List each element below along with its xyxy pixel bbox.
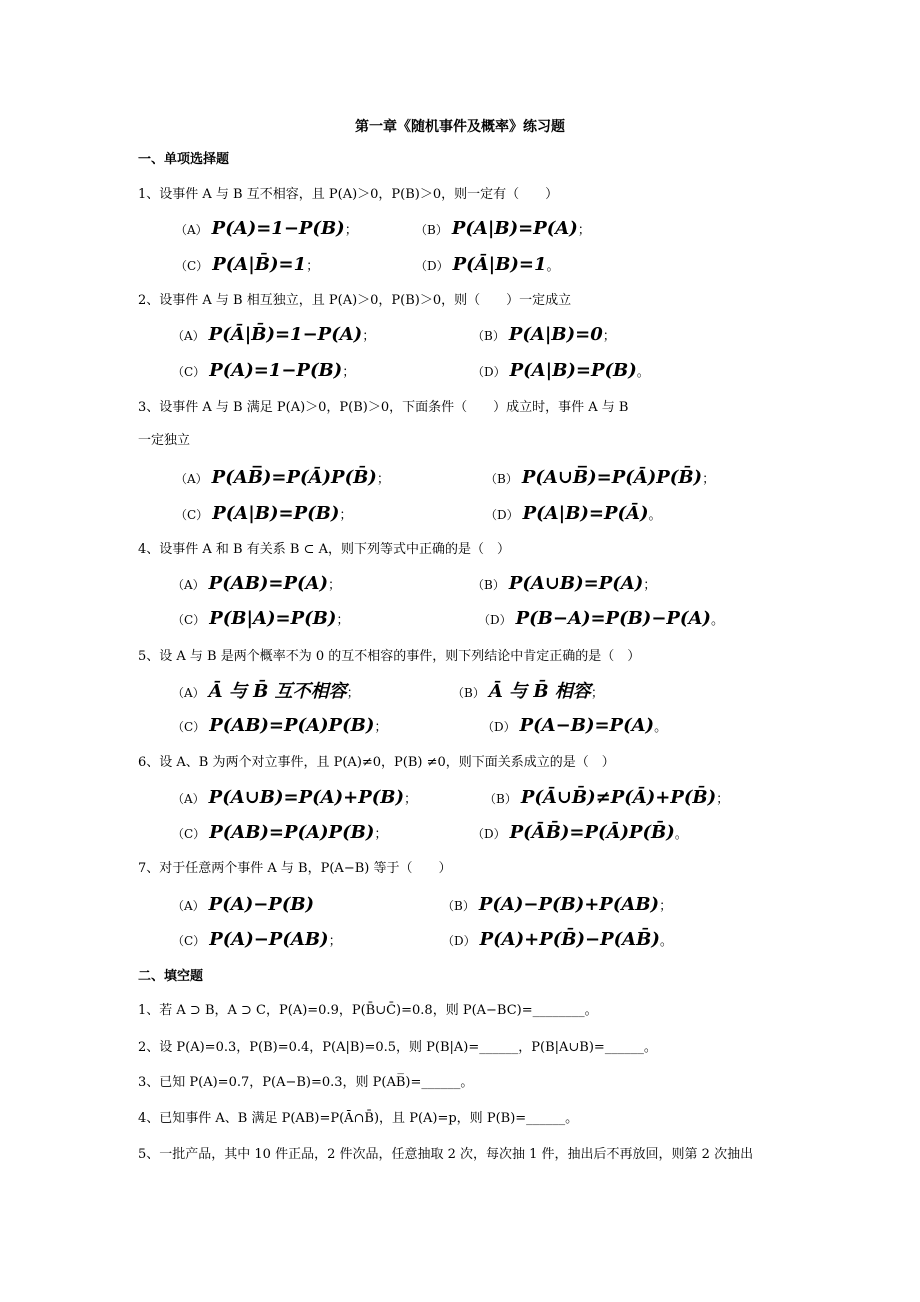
option-b: （B） P(A∪B)=P(A)； [472, 573, 657, 594]
option-d: （D） P(A|B)=P(B)。 [472, 360, 650, 381]
option-a: （A） P(A)=1−P(B)； [175, 218, 358, 239]
option-a: （A） P(AB̅)=P(Ā)P(B̄)； [175, 467, 390, 488]
question-stem: 1、设事件 A 与 B 互不相容，且 P(A)＞0，P(B)＞0，则一定有（ ） [138, 187, 559, 202]
section-heading-fill: 二、填空题 [138, 969, 204, 984]
question-stem: 7、对于任意两个事件 A 与 B，P(A−B) 等于（ ） [138, 861, 452, 876]
fill-question: 2、设 P(A)=0.3，P(B)=0.4，P(A|B)=0.5，则 P(B|A)=______，P(B|A∪B)=______。 [138, 1040, 657, 1055]
question-stem: 3、设事件 A 与 B 满足 P(A)＞0，P(B)＞0，下面条件（ ）成立时，事件 A 与 B [138, 400, 629, 415]
question-stem: 6、设 A、B 为两个对立事件，且 P(A)≠0，P(B) ≠0，则下面关系成立的是（ ） [138, 755, 615, 770]
option-d: （D） P(ĀB̄)=P(Ā)P(B̄)。 [472, 822, 688, 843]
option-a: （A） P(A)−P(B) [172, 894, 315, 915]
question-stem-continuation: 一定独立 [138, 433, 191, 448]
option-b: （B） P(A)−P(B)+P(AB)； [442, 894, 673, 915]
option-c: （C） P(AB)=P(A)P(B)； [172, 822, 388, 843]
fill-question: 4、已知事件 A、B 满足 P(AB)=P(Ā∩B̄)，且 P(A)=p，则 P(B)=______。 [138, 1111, 579, 1126]
option-a: （A） P(AB)=P(A)； [172, 573, 342, 594]
option-a: （A） P(A∪B)=P(A)+P(B)； [172, 787, 417, 808]
option-b: （B） P(A|B)=P(A)； [415, 218, 591, 239]
option-b: （B） Ā 与 B̄ 相容； [452, 681, 604, 702]
option-d: （D） P(Ā|B)=1。 [415, 254, 560, 275]
option-c: （C） P(AB)=P(A)P(B)； [172, 715, 388, 736]
option-b: （B） P(Ā∪B̄)≠P(Ā)+P(B̄)； [484, 787, 730, 808]
option-b: （B） P(A∪B̅)=P(Ā)P(B̄)； [485, 467, 716, 488]
option-d: （D） P(A|B)=P(Ā)。 [485, 503, 662, 524]
fill-question: 5、一批产品，其中 10 件正品，2 件次品，任意抽取 2 次，每次抽 1 件，抽出后不再放回，则第 2 次抽出 [138, 1147, 754, 1162]
option-d: （D） P(A)+P(B̄)−P(AB̄)。 [442, 929, 673, 950]
question-stem: 5、设 A 与 B 是两个概率不为 0 的互不相容的事件，则下列结论中肯定正确的是（ ） [138, 649, 641, 664]
option-c: （C） P(A)=1−P(B)； [172, 360, 356, 381]
option-b: （B） P(A|B)=0； [472, 324, 616, 345]
page-title: 第一章《随机事件及概率》练习题 [355, 119, 565, 135]
option-c: （C） P(B|A)=P(B)； [172, 608, 350, 629]
fill-question: 1、若 A ⊃ B，A ⊃ C，P(A)=0.9，P(B̄∪C̄)=0.8，则 P(A−BC)=________。 [138, 1003, 598, 1018]
option-a: （A） Ā 与 B̄ 互不相容； [172, 681, 360, 702]
section-heading-choice: 一、单项选择题 [138, 152, 230, 167]
option-c: （C） P(A)−P(AB)； [172, 929, 342, 950]
option-d: （D） P(B−A)=P(B)−P(A)。 [478, 608, 724, 629]
option-c: （C） P(A|B)=P(B)； [175, 503, 353, 524]
question-stem: 4、设事件 A 和 B 有关系 B ⊂ A，则下列等式中正确的是（ ） [138, 542, 510, 557]
option-d: （D） P(A−B)=P(A)。 [482, 715, 668, 736]
question-stem: 2、设事件 A 与 B 相互独立，且 P(A)＞0，P(B)＞0，则（ ）一定成立 [138, 293, 572, 308]
option-a: （A） P(Ā|B̄)=1−P(A)； [172, 324, 376, 345]
option-c: （C） P(A|B̄)=1； [175, 254, 320, 275]
fill-question: 3、已知 P(A)=0.7，P(A−B)=0.3，则 P(AB̅)=______。 [138, 1075, 474, 1090]
